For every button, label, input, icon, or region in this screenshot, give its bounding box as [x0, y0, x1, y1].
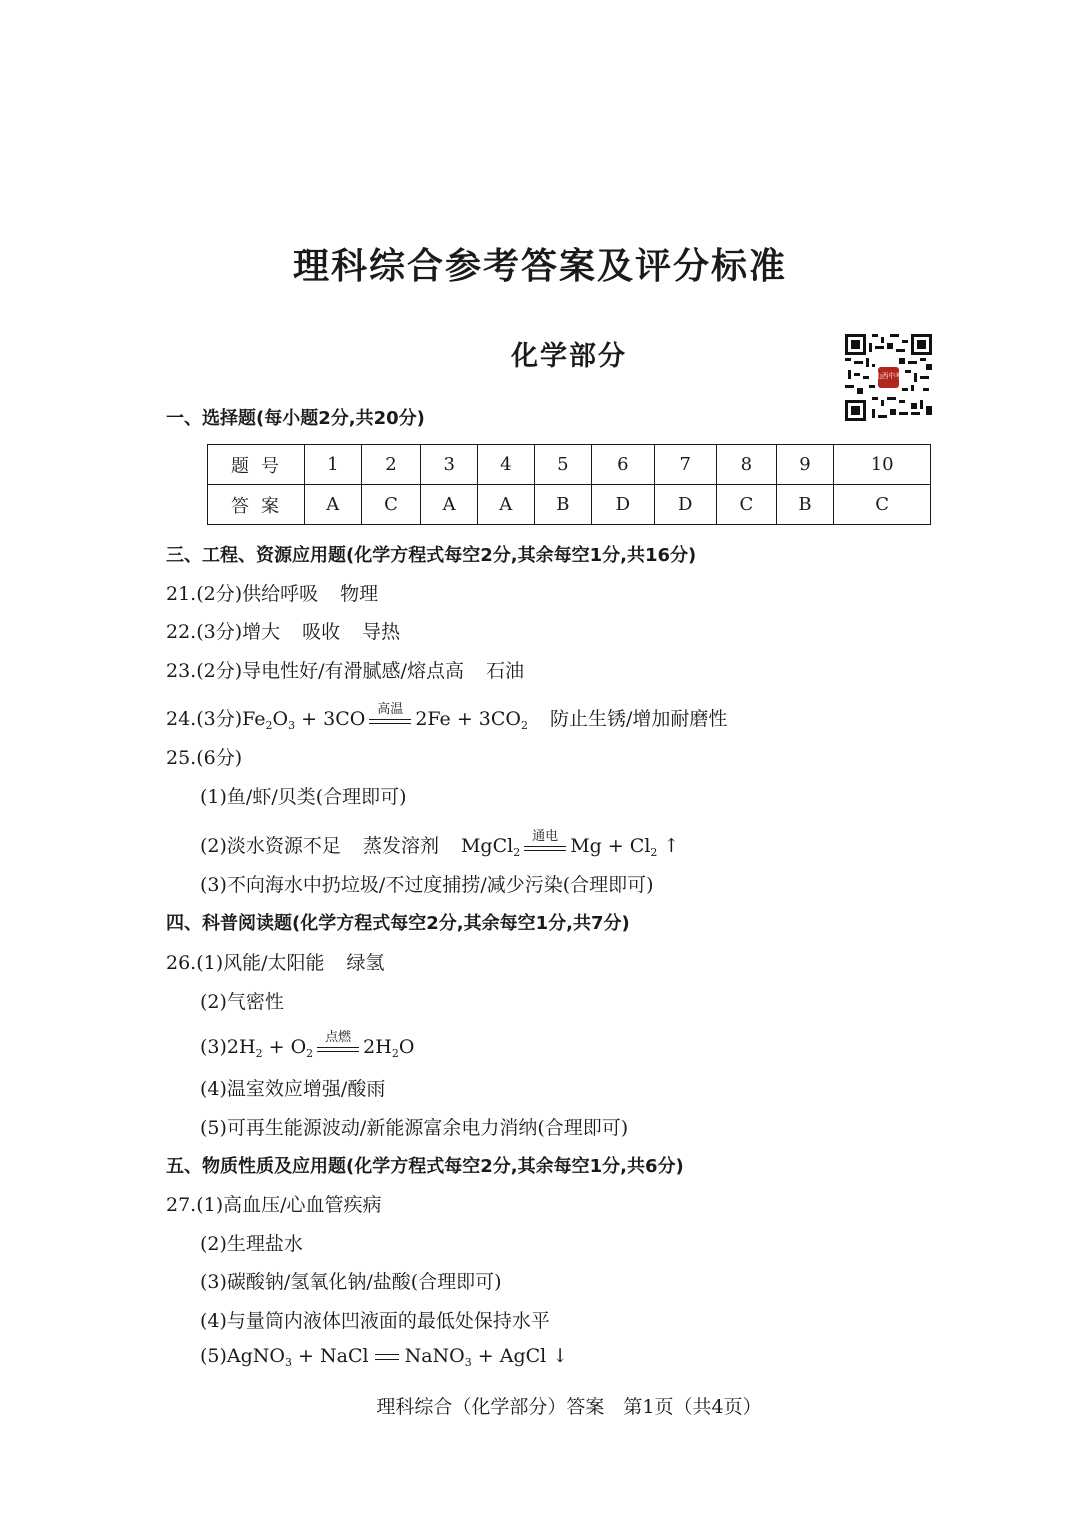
table-cell: 6 [592, 445, 654, 485]
table-cell: C [834, 485, 931, 525]
answer-26-2: (2)气密性 [200, 991, 284, 1013]
table-row [208, 485, 931, 525]
table-cell: D [592, 485, 654, 525]
qr-logo-label: 山西中考 [875, 371, 902, 380]
answer-27-3: (3)碳酸钠/氢氧化钠/盐酸(合理即可) [200, 1271, 502, 1293]
section-heading-properties: 五、物质性质及应用题(化学方程式每空2分,其余每空1分,共6分) [166, 1156, 684, 1177]
section-heading-engineering: 三、工程、资源应用题(化学方程式每空2分,其余每空1分,共16分) [166, 545, 697, 566]
table-cell: 7 [654, 445, 716, 485]
table-cell: C [716, 485, 776, 525]
equals-sign [375, 1354, 399, 1360]
table-cell: 9 [776, 445, 834, 485]
equation: $Fe_2O_3 + 3CO$ [242, 708, 366, 732]
table-cell: 10 [834, 445, 931, 485]
section-subtitle: 化学部分 [511, 341, 627, 372]
answer-26-4: (4)温室效应增强/酸雨 [200, 1078, 386, 1100]
answer-27-5: (5)AgNO$_3$ + NaCl NaNO$_3$ + AgCl ↓ [200, 1345, 569, 1369]
page-footer: 理科综合（化学部分）答案 第1页（共4页） [376, 1396, 762, 1418]
answer-26-3: $(3)2H_2 + O_2$ 点燃 $2H_2O$ [200, 1030, 415, 1060]
table-cell: 1 [305, 445, 362, 485]
table-cell: A [421, 485, 478, 525]
answer-table [207, 444, 931, 525]
table-cell: 3 [421, 445, 478, 485]
table-cell: B [776, 485, 834, 525]
section-heading-reading: 四、科普阅读题(化学方程式每空2分,其余每空1分,共7分) [166, 913, 630, 934]
answer-26-1: 26.(1)风能/太阳能 绿氢 [166, 952, 385, 974]
answer-27-1: 27.(1)高血压/心血管疾病 [166, 1194, 382, 1216]
table-cell: 2 [361, 445, 421, 485]
qr-code-icon [845, 334, 932, 421]
answer-22: 22.(3分)增大 吸收 导热 [166, 621, 401, 643]
answer-25-3: (3)不向海水中扔垃圾/不过度捕捞/减少污染(合理即可) [200, 874, 654, 896]
answer-25-2: (2)淡水资源不足 蒸发溶剂 MgCl$_2$ 通电 $Mg + Cl_2$ ↑ [200, 829, 680, 859]
reaction-arrow: 点燃 [315, 1038, 361, 1058]
table-cell: A [305, 485, 362, 525]
table-row [208, 445, 931, 485]
answer-24: 24.(3分)$Fe_2O_3 + 3CO$ 高温 $2Fe + 3CO_2$ 防止生锈/增加耐磨性 [166, 702, 728, 732]
table-cell: 5 [534, 445, 592, 485]
row-label: 题号 [208, 445, 305, 485]
reaction-arrow: 通电 [522, 837, 568, 857]
answer-25-1: (1)鱼/虾/贝类(合理即可) [200, 786, 407, 808]
table-cell: C [361, 485, 421, 525]
table-cell: A [477, 485, 534, 525]
answer-21: 21.(2分)供给呼吸 物理 [166, 583, 379, 605]
answer-27-2: (2)生理盐水 [200, 1233, 303, 1255]
answer-26-5: (5)可再生能源波动/新能源富余电力消纳(合理即可) [200, 1117, 629, 1139]
answer-27-4: (4)与量筒内液体凹液面的最低处保持水平 [200, 1310, 550, 1332]
table-cell: 8 [716, 445, 776, 485]
table-cell: 4 [477, 445, 534, 485]
reaction-arrow: 高温 [367, 710, 413, 730]
table-cell: B [534, 485, 592, 525]
answer-23: 23.(2分)导电性好/有滑腻感/熔点高 石油 [166, 660, 524, 682]
section-heading-choice: 一、选择题(每小题2分,共20分) [166, 408, 425, 429]
table-cell: D [654, 485, 716, 525]
page-title: 理科综合参考答案及评分标准 [292, 246, 787, 287]
row-label: 答案 [208, 485, 305, 525]
answer-25: 25.(6分) [166, 747, 243, 769]
